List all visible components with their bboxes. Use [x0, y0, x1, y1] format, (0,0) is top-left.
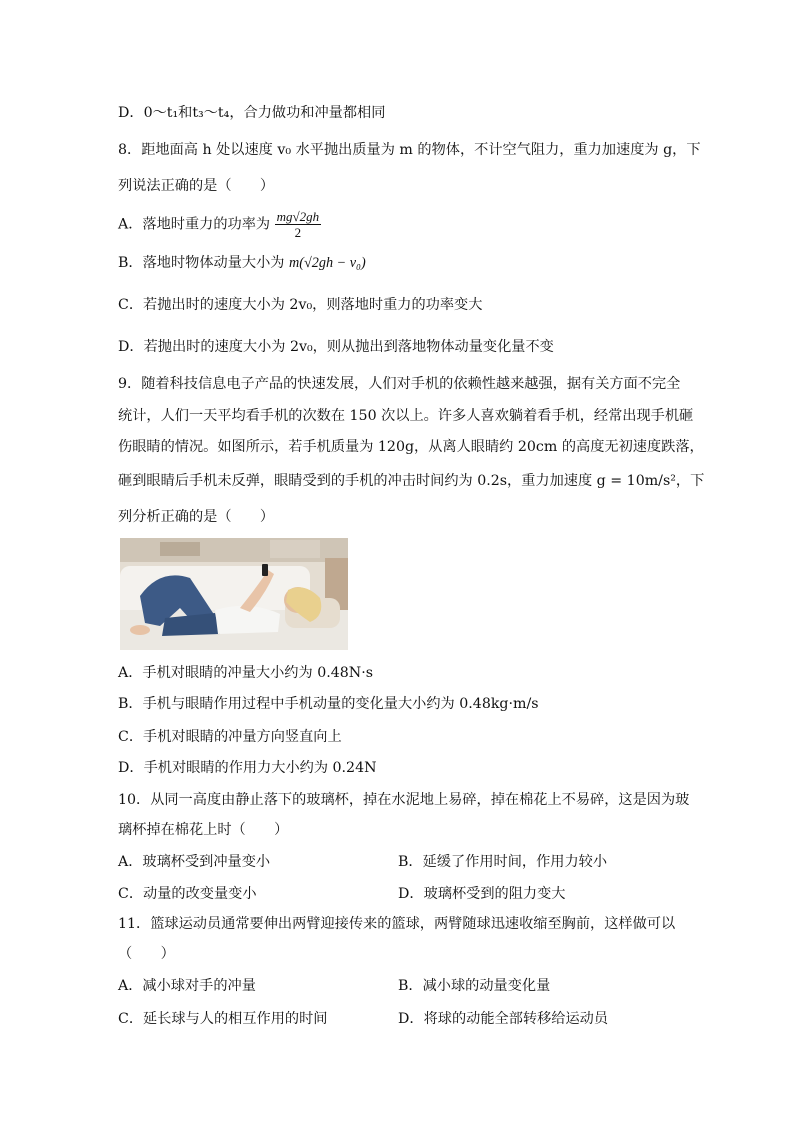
q9-option-a: A．手机对眼睛的冲量大小约为 0.48N·s	[118, 665, 373, 681]
woman-with-phone-photo	[120, 538, 348, 650]
q9-option-b: B．手机与眼睛作用过程中手机动量的变化量大小约为 0.48kg·m/s	[118, 696, 539, 712]
q11-stem-line-1: 11．篮球运动员通常要伸出两臂迎接传来的篮球，两臂随球迅速收缩至胸前，这样做可以	[118, 916, 676, 932]
q10-option-a: A．玻璃杯受到冲量变小	[118, 854, 271, 870]
q9-stem-line-4: 砸到眼睛后手机未反弹，眼睛受到的手机的冲击时间约为 0.2s，重力加速度 g = 10m/s²，下	[118, 473, 705, 489]
q10-option-d: D．玻璃杯受到的阻力变大	[398, 886, 566, 902]
q8-stem-line-2: 列说法正确的是（ ）	[118, 178, 275, 194]
q9-option-d: D．手机对眼睛的作用力大小约为 0.24N	[118, 760, 377, 776]
q8-option-a-formula-denominator: 2	[294, 225, 302, 240]
q7-option-d: D．0～t₁和t₃～t₄，合力做功和冲量都相同	[118, 105, 386, 121]
q8-option-a-formula-numerator: mg√2gh	[276, 209, 320, 224]
q11-stem-line-2: （ ）	[118, 946, 175, 962]
q9-stem-line-3: 伤眼睛的情况。如图所示，若手机质量为 120g，从离人眼睛约 20cm 的高度无初速度跌落，	[118, 439, 704, 455]
q11-option-c: C．延长球与人的相互作用的时间	[118, 1011, 328, 1027]
q8-option-b-formula: m(√2gh − v₀)	[289, 255, 366, 271]
q9-option-c: C．手机对眼睛的冲量方向竖直向上	[118, 729, 342, 745]
q11-option-a: A．减小球对手的冲量	[118, 978, 256, 994]
q8-stem-line-1: 8．距地面高 h 处以速度 v₀ 水平抛出质量为 m 的物体，不计空气阻力，重力加速度为 g，下	[118, 142, 701, 158]
q8-option-a-formula	[275, 209, 322, 240]
q9-stem-line-5: 列分析正确的是（ ）	[118, 509, 275, 525]
q8-option-b	[118, 253, 366, 273]
q11-option-d: D．将球的动能全部转移给运动员	[398, 1011, 609, 1027]
q10-stem-line-2: 璃杯掉在棉花上时（ ）	[118, 822, 289, 838]
q10-option-b: B．延缓了作用时间，作用力较小	[398, 854, 608, 870]
q10-stem-line-1: 10．从同一高度由静止落下的玻璃杯，掉在水泥地上易碎，掉在棉花上不易碎，这是因为玻	[118, 792, 690, 808]
q10-option-c: C．动量的改变量变小	[118, 886, 257, 902]
q9-stem-line-1: 9．随着科技信息电子产品的快速发展，人们对手机的依赖性越来越强，据有关方面不完全	[118, 376, 681, 392]
q8-option-d: D．若抛出时的速度大小为 2v₀，则从抛出到落地物体动量变化量不变	[118, 339, 554, 355]
q11-option-b: B．减小球的动量变化量	[398, 978, 551, 994]
q8-option-c: C．若抛出时的速度大小为 2v₀，则落地时重力的功率变大	[118, 297, 483, 313]
q8-option-a-text: A．落地时重力的功率为	[118, 216, 271, 233]
q8-option-b-text: B．落地时物体动量大小为	[118, 255, 285, 271]
q8-option-a	[118, 209, 321, 240]
q9-stem-line-2: 统计，人们一天平均看手机的次数在 150 次以上。许多人喜欢躺着看手机，经常出现手机砸	[118, 408, 694, 424]
